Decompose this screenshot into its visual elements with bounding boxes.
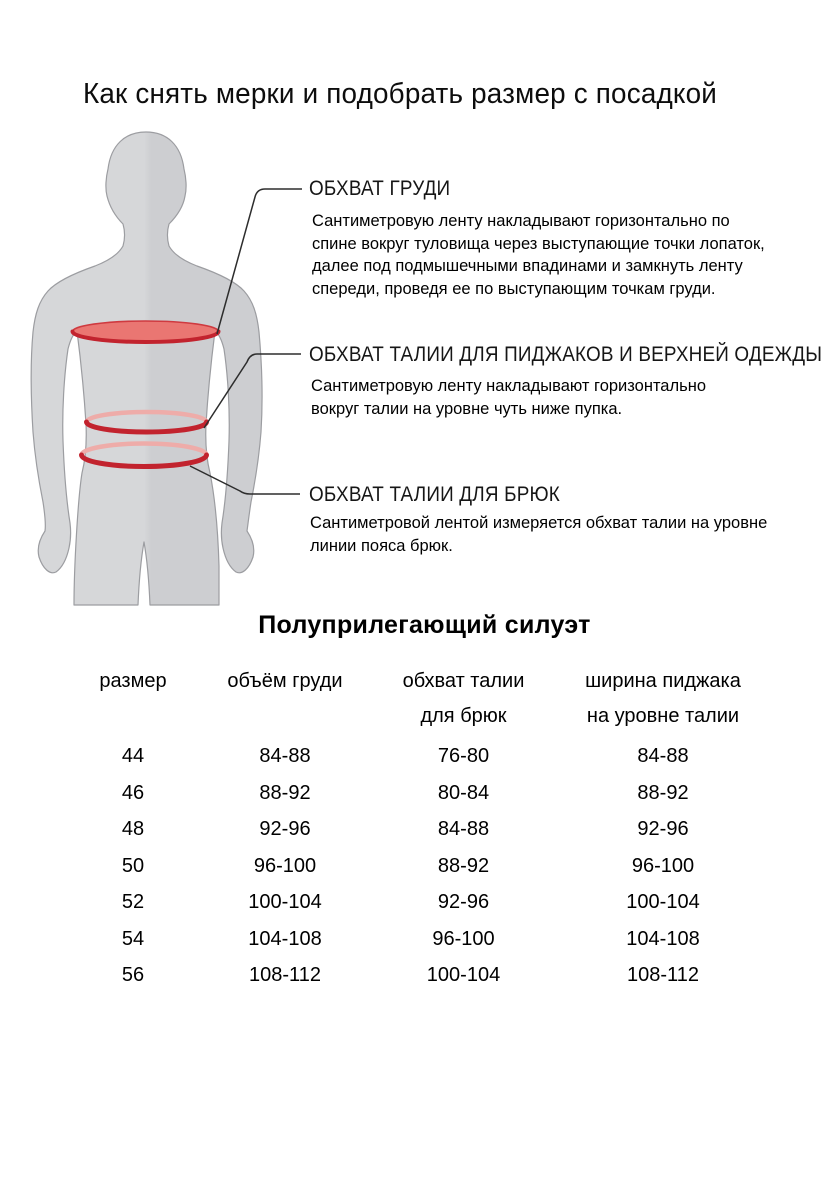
section-chest-body: Сантиметровую ленту накладывают горизонтально по спине вокруг туловища через выступающие точки лопаток, далее под подмышечными впадинами и замкнуть ленту спереди, проведя ее по выступающим точкам груди.	[312, 212, 765, 298]
table-cell: 88-92	[637, 781, 689, 804]
table-cell: 88-92	[437, 854, 490, 877]
table-cell: 96-100	[631, 854, 695, 877]
table-cell: 84-88	[259, 745, 311, 767]
section-jacket-waist	[309, 343, 825, 420]
table-cell: 96-100	[253, 854, 317, 877]
column-header-size: размер	[99, 670, 167, 692]
table-cell: 46	[121, 781, 145, 804]
table-cell: 108-112	[249, 964, 321, 986]
section-trouser-waist	[309, 483, 767, 557]
section-jacket-waist-body: Сантиметровую ленту накладывают горизонтально вокруг талии на уровне чуть ниже пупка.	[311, 377, 707, 418]
column-header-jacket-width: ширина пиджака на уровне талии	[585, 670, 741, 727]
table-cell: 100-104	[426, 964, 501, 986]
section-trouser-waist-heading: ОБХВАТ ТАЛИИ ДЛЯ БРЮК	[309, 483, 560, 506]
table-cell: 108-112	[627, 964, 699, 986]
table-cell: 92-96	[637, 818, 689, 840]
column-header-trouser-waist: обхват талии для брюк	[402, 670, 525, 727]
table-cell: 80-84	[437, 781, 490, 804]
table-cell: 84-88	[437, 818, 490, 840]
table-cell: 48	[121, 818, 145, 840]
size-table-title: Полуприлегающий силуэт	[258, 611, 591, 639]
table-cell: 100-104	[248, 891, 322, 913]
male-silhouette	[31, 132, 262, 605]
page-title: Как снять мерки и подобрать размер с посадкой	[82, 78, 718, 110]
table-cell: 44	[121, 745, 145, 767]
section-trouser-waist-body: Сантиметровой лентой измеряется обхват талии на уровне линии пояса брюк.	[310, 514, 768, 555]
size-table	[40, 664, 743, 994]
table-cell: 88-92	[259, 781, 311, 804]
table-cell: 92-96	[259, 818, 311, 840]
table-cell: 96-100	[432, 927, 495, 950]
table-cell: 92-96	[437, 891, 490, 913]
table-cell: 56	[121, 964, 145, 986]
table-cell: 52	[121, 891, 145, 913]
section-chest	[309, 177, 765, 300]
table-cell: 84-88	[637, 745, 689, 767]
table-cell: 104-108	[626, 927, 700, 950]
table-cell: 104-108	[248, 927, 322, 950]
table-cell: 100-104	[626, 891, 700, 913]
table-cell: 76-80	[437, 745, 490, 767]
table-cell: 54	[121, 927, 145, 950]
column-header-chest: объём груди	[227, 670, 343, 692]
section-chest-heading: ОБХВАТ ГРУДИ	[309, 177, 451, 200]
table-cell: 50	[121, 854, 145, 877]
section-jacket-waist-heading: ОБХВАТ ТАЛИИ ДЛЯ ПИДЖАКОВ И ВЕРХНЕЙ ОДЕЖДЫ	[309, 343, 823, 366]
chest-band	[73, 321, 219, 342]
